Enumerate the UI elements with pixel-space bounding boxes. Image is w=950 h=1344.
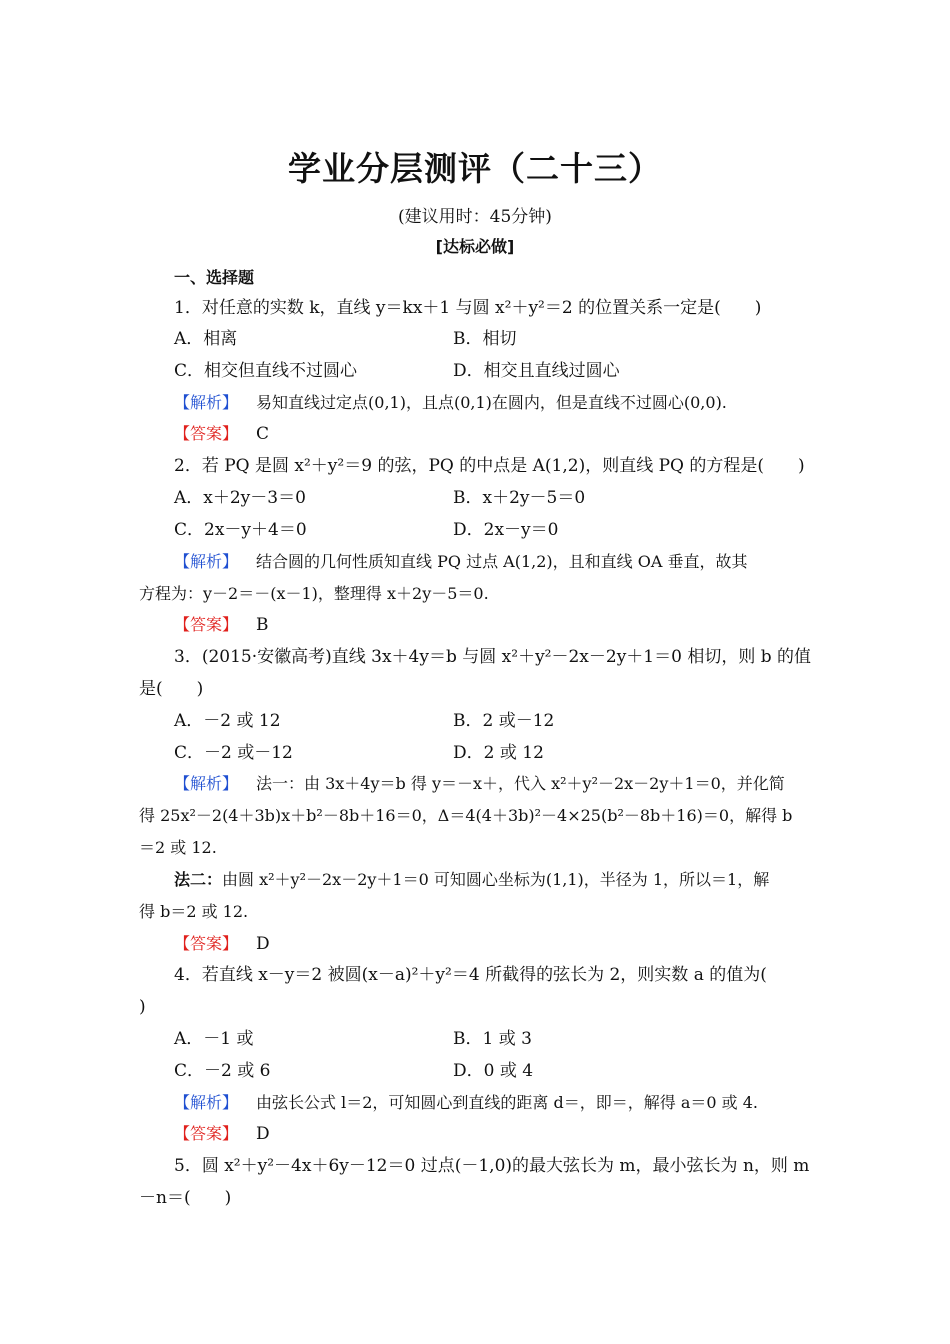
q4-stem-line1: 4．若直线 x－y＝2 被圆(x－a)²＋y²＝4 所截得的弦长为 2，则实数 a 的值为( bbox=[174, 965, 767, 985]
q2-analysis-text-1: 结合圆的几何性质知直线 PQ 过点 A(1,2)，且和直线 OA 垂直，故其 bbox=[256, 552, 748, 571]
q3-analysis-line2: 得 25x²－2(4＋3b)x＋b²－8b＋16＝0，Δ＝4(4＋3b)²－4×25(b²－8b＋16)＝0，解得 b bbox=[139, 806, 793, 825]
q2-answer bbox=[174, 613, 854, 637]
q4-option-c: C．－2 或 6 bbox=[174, 1061, 271, 1081]
analysis-label: 【解析】 bbox=[174, 1093, 239, 1112]
q3-option-d: D．2 或 12 bbox=[453, 743, 544, 763]
q4-option-a: A．－1 或 bbox=[174, 1029, 254, 1049]
q1-analysis-text: 易知直线过定点(0,1)，且点(0,1)在圆内，但是直线不过圆心(0,0). bbox=[256, 393, 727, 412]
q4-analysis-text: 由弦长公式 l＝2，可知圆心到直线的距离 d＝，即＝，解得 a＝0 或 4. bbox=[256, 1093, 758, 1112]
q5-stem-line2: －n＝( ) bbox=[139, 1188, 232, 1208]
q3-stem-line2: 是( ) bbox=[139, 679, 204, 699]
analysis-label: 【解析】 bbox=[174, 552, 239, 571]
q2-analysis-line2: 方程为：y－2＝－(x－1)，整理得 x＋2y－5＝0. bbox=[139, 584, 489, 603]
q3-analysis-line1 bbox=[174, 772, 854, 796]
section-heading: 一、选择题 bbox=[174, 268, 255, 287]
q3-method2-line1 bbox=[174, 868, 854, 892]
q1-option-d: D．相交且直线过圆心 bbox=[453, 361, 620, 381]
q4-option-b: B．1 或 3 bbox=[453, 1029, 532, 1049]
q3-method2-text-1: 由圆 x²＋y²－2x－2y＋1＝0 可知圆心坐标为(1,1)，半径为 1，所以＝1，解 bbox=[222, 870, 770, 889]
level-heading: [达标必做] bbox=[435, 237, 515, 256]
q2-stem: 2．若 PQ 是圆 x²＋y²＝9 的弦，PQ 的中点是 A(1,2)，则直线 PQ 的方程是( ) bbox=[174, 456, 805, 476]
q1-answer bbox=[174, 422, 854, 446]
q3-option-a: A．－2 或 12 bbox=[174, 711, 281, 731]
q4-answer bbox=[174, 1122, 854, 1146]
q3-analysis-line3: ＝2 或 12. bbox=[139, 838, 217, 857]
q2-analysis-line1 bbox=[174, 550, 854, 574]
q1-answer-value: C bbox=[256, 424, 270, 444]
q2-option-a: A．x＋2y－3＝0 bbox=[174, 488, 306, 508]
answer-label: 【答案】 bbox=[174, 424, 239, 443]
q2-option-b: B．x＋2y－5＝0 bbox=[453, 488, 586, 508]
q2-option-d: D．2x－y＝0 bbox=[453, 520, 559, 540]
q2-option-c: C．2x－y＋4＝0 bbox=[174, 520, 307, 540]
time-note: (建议用时：45分钟) bbox=[398, 207, 552, 227]
q3-answer bbox=[174, 932, 854, 956]
q4-stem-line2: ) bbox=[139, 997, 146, 1017]
q3-option-b: B．2 或－12 bbox=[453, 711, 555, 731]
q4-option-d: D．0 或 4 bbox=[453, 1061, 534, 1081]
q3-stem-line1: 3．(2015·安徽高考)直线 3x＋4y＝b 与圆 x²＋y²－2x－2y＋1＝0 相切，则 b 的值 bbox=[174, 647, 812, 667]
q3-answer-value: D bbox=[256, 934, 270, 954]
method2-label: 法二： bbox=[174, 870, 223, 889]
answer-label: 【答案】 bbox=[174, 1124, 239, 1143]
q1-option-b: B．相切 bbox=[453, 329, 517, 349]
page-title: 学业分层测评（二十三） bbox=[288, 149, 662, 188]
answer-label: 【答案】 bbox=[174, 934, 239, 953]
q2-answer-value: B bbox=[256, 615, 269, 635]
q1-analysis bbox=[174, 391, 854, 415]
q1-stem: 1．对任意的实数 k，直线 y＝kx＋1 与圆 x²＋y²＝2 的位置关系一定是( ) bbox=[174, 298, 762, 318]
q4-answer-value: D bbox=[256, 1124, 270, 1144]
analysis-label: 【解析】 bbox=[174, 774, 239, 793]
q1-option-a: A．相离 bbox=[174, 329, 238, 349]
answer-label: 【答案】 bbox=[174, 615, 239, 634]
q1-option-c: C．相交但直线不过圆心 bbox=[174, 361, 358, 381]
q3-method2-line2: 得 b＝2 或 12. bbox=[139, 902, 249, 921]
q4-analysis bbox=[174, 1091, 854, 1115]
q3-option-c: C．－2 或－12 bbox=[174, 743, 293, 763]
analysis-label: 【解析】 bbox=[174, 393, 239, 412]
q3-analysis-text-1: 法一：由 3x＋4y＝b 得 y＝－x＋，代入 x²＋y²－2x－2y＋1＝0，并化简 bbox=[256, 774, 785, 793]
q5-stem-line1: 5．圆 x²＋y²－4x＋6y－12＝0 过点(－1,0)的最大弦长为 m，最小弦长为 n，则 m bbox=[174, 1156, 810, 1176]
